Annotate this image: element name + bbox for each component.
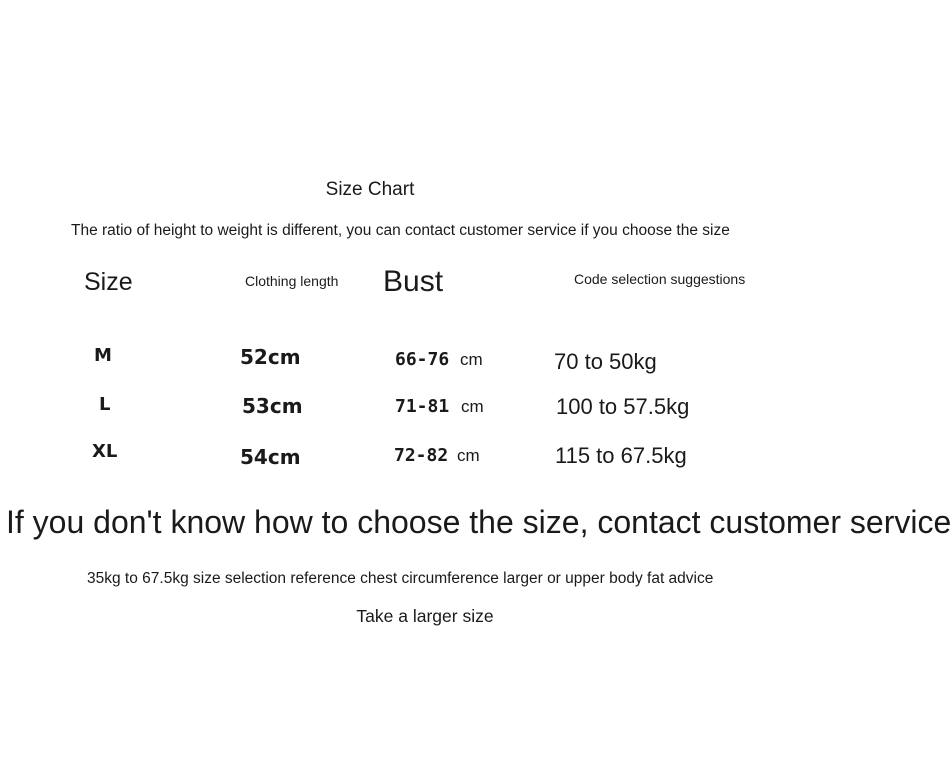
row-xl-weight: 115 to 67.5kg: [555, 443, 687, 468]
size-footnote: 35kg to 67.5kg size selection reference chest circumference larger or upper body fat advice: [87, 570, 714, 587]
row-l-bust-unit: cm: [461, 397, 484, 416]
row-xl-size: XL: [92, 441, 118, 462]
header-size: Size: [84, 268, 133, 296]
row-l-bust: 71-81: [395, 396, 450, 417]
row-l-weight: 100 to 57.5kg: [556, 394, 690, 419]
size-advice: Take a larger size: [356, 606, 494, 626]
header-bust: Bust: [383, 265, 444, 298]
header-code-selection: Code selection suggestions: [574, 271, 746, 287]
row-xl-length: 54cm: [240, 445, 301, 469]
row-m-bust: 66-76: [395, 349, 450, 370]
contact-banner: If you don't know how to choose the size, contact customer service: [6, 504, 951, 540]
row-m-weight: 70 to 50kg: [554, 349, 657, 374]
size-chart-title: Size Chart: [325, 179, 415, 200]
ratio-note: The ratio of height to weight is different, you can contact customer service if you choose the size: [71, 222, 730, 239]
row-xl-bust: 72-82: [394, 445, 449, 466]
row-m-bust-unit: cm: [460, 350, 483, 369]
header-clothing-length: Clothing length: [245, 273, 339, 289]
row-l-length: 53cm: [242, 394, 303, 418]
row-m-size: M: [94, 345, 112, 366]
row-l-size: L: [99, 394, 111, 415]
row-m-length: 52cm: [240, 345, 301, 369]
row-xl-bust-unit: cm: [457, 446, 480, 465]
